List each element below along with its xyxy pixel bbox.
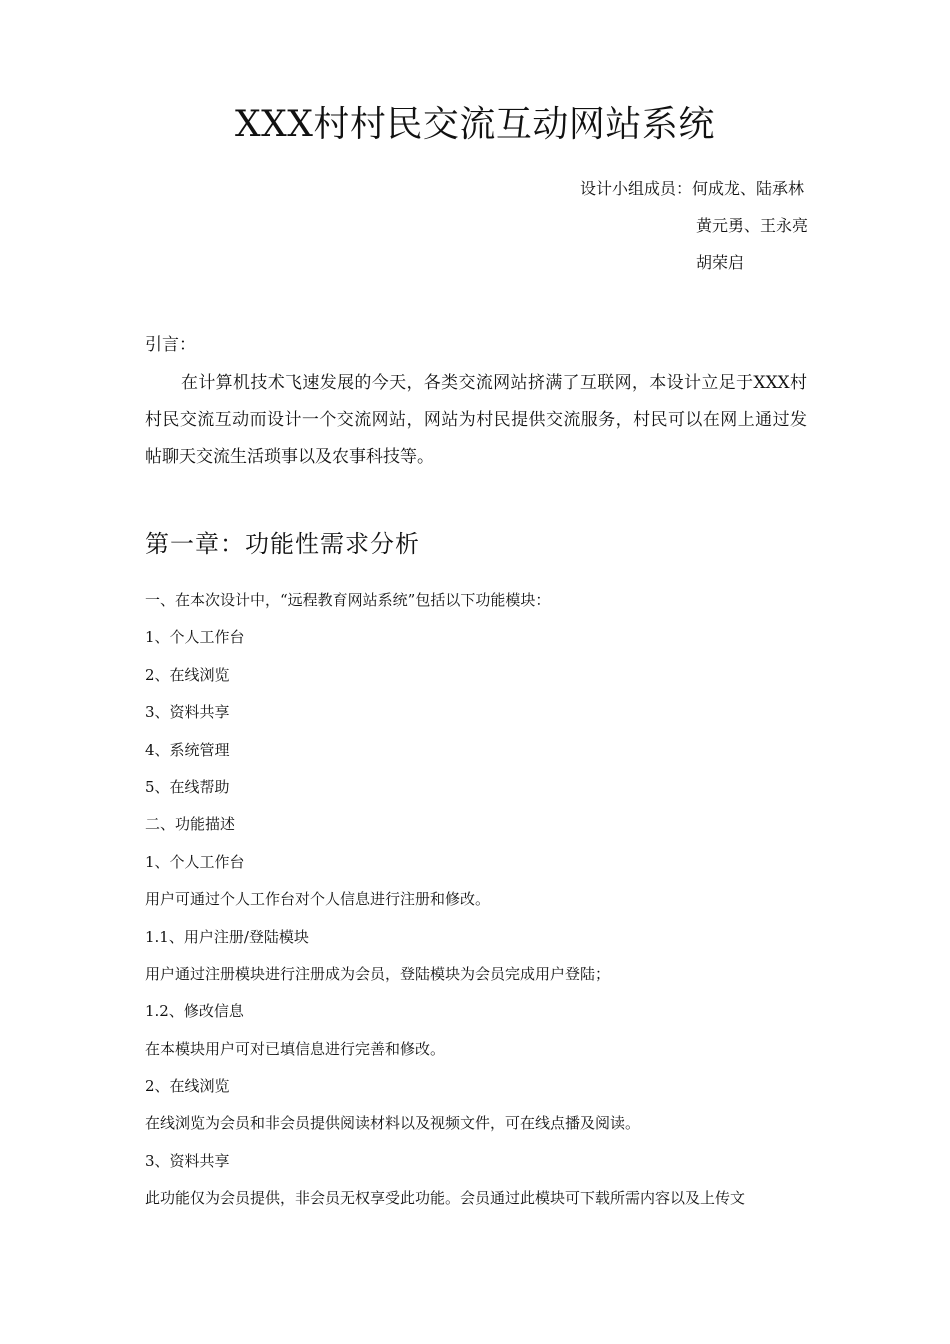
members-line-3: 胡荣启 — [695, 253, 744, 272]
body-line: 在线浏览为会员和非会员提供阅读材料以及视频文件，可在线点播及阅读。 — [145, 1114, 641, 1133]
intro-paragraph: 在计算机技术飞速发展的今天，各类交流网站挤满了互联网，本设计立足于XXX村村民交流互动而设计一个交流网站，网站为村民提供交流服务，村民可以在网上通过发帖聊天交流生活琐事以及农事科技等。 — [145, 373, 807, 467]
body-line: 5、在线帮助 — [145, 777, 230, 796]
document-title: XXX村村民交流互动网站系统 — [235, 104, 715, 145]
chapter-heading: 第一章：功能性需求分析 — [145, 530, 420, 558]
body-line: 用户可通过个人工作台对个人信息进行注册和修改。 — [145, 890, 491, 909]
body-line: 1.2、修改信息 — [145, 1002, 244, 1021]
body-line: 3、资料共享 — [145, 703, 230, 722]
body-line: 用户通过注册模块进行注册成为会员，登陆模块为会员完成用户登陆； — [145, 964, 611, 983]
team-members — [580, 170, 808, 281]
members-line-1: 设计小组成员：何成龙、陆承林 — [579, 179, 804, 198]
requirements-body — [145, 582, 813, 1218]
body-line: 4、系统管理 — [145, 740, 230, 759]
intro-label: 引言： — [145, 335, 196, 355]
body-line: 1、个人工作台 — [145, 852, 245, 871]
members-line-2: 黄元勇、王永亮 — [695, 216, 808, 235]
body-line: 2、在线浏览 — [145, 665, 230, 684]
body-line: 2、在线浏览 — [145, 1077, 230, 1096]
body-line: 二、功能描述 — [145, 815, 236, 834]
body-line: 3、资料共享 — [145, 1151, 230, 1170]
body-line: 一、在本次设计中，“远程教育网站系统”包括以下功能模块： — [145, 591, 551, 609]
body-line: 此功能仅为会员提供，非会员无权享受此功能。会员通过此模块可下载所需内容以及上传文 — [145, 1189, 746, 1208]
body-line: 1、个人工作台 — [145, 628, 245, 647]
body-line: 在本模块用户可对已填信息进行完善和修改。 — [145, 1039, 446, 1058]
body-line: 1.1、用户注册/登陆模块 — [145, 927, 309, 946]
